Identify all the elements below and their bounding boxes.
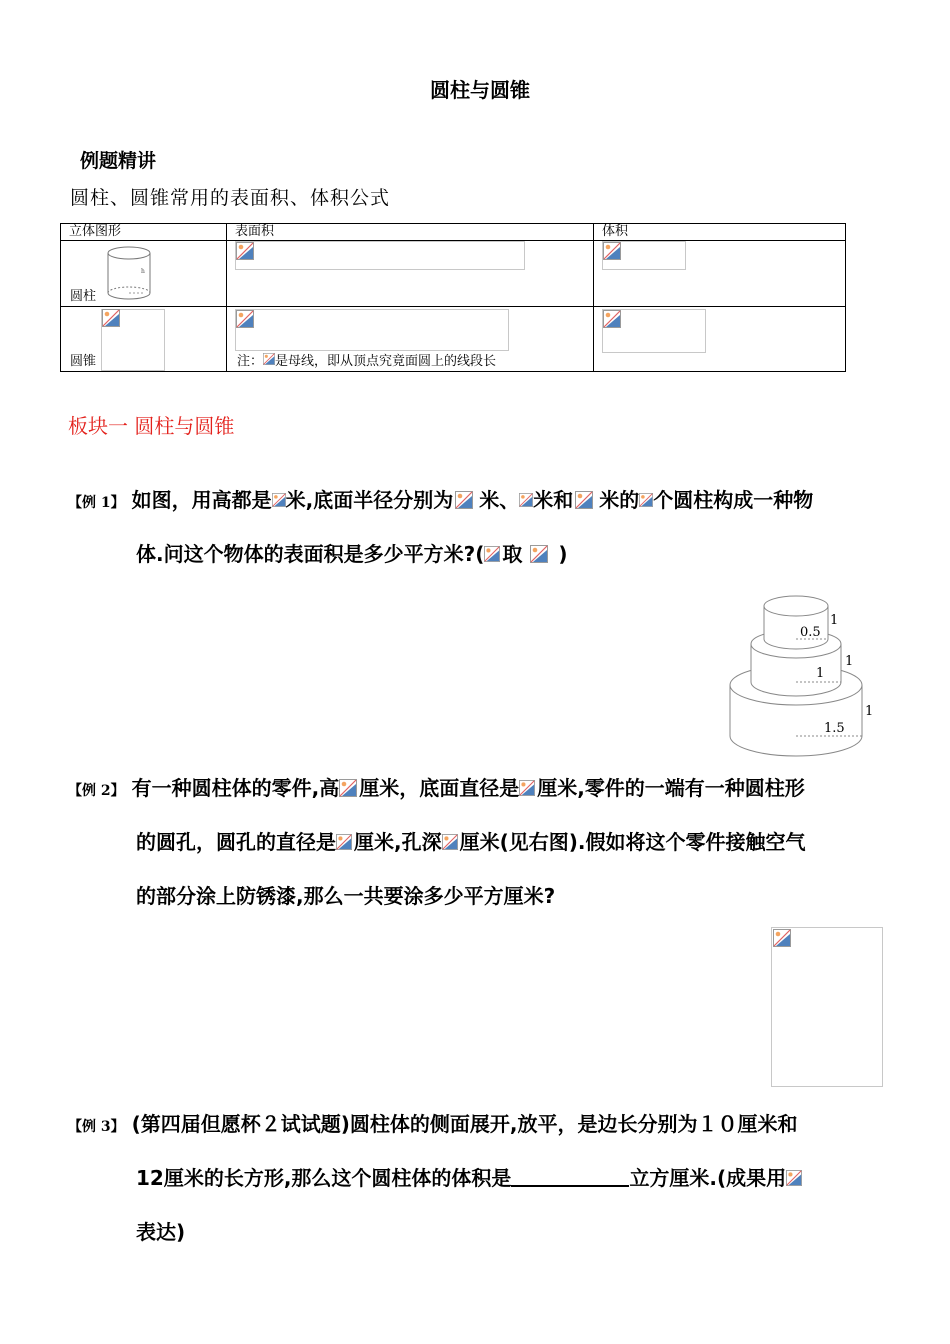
figure-label-bottom-height: 1 xyxy=(865,704,874,719)
text: 体.问这个物体的表面积是多少平方米?( xyxy=(136,542,485,566)
shape-label-cylinder: 圆柱 xyxy=(70,289,97,304)
formula-image-frame xyxy=(235,309,509,351)
example-3-line3: 表达) xyxy=(136,1220,186,1244)
text: 厘米，底面直径是 xyxy=(359,776,520,800)
broken-image-icon xyxy=(339,779,357,797)
text: (第四届但愿杯２试试题)圆柱体的侧面展开,放平，是边长分别为１０厘米和 xyxy=(131,1112,798,1136)
broken-image-icon xyxy=(639,491,653,509)
table-header-shape: 立体图形 xyxy=(61,224,227,241)
broken-image-icon xyxy=(603,242,621,260)
text: 如图，用高都是 xyxy=(131,488,272,512)
example-2-line2 xyxy=(136,826,806,855)
table-header-surface: 表面积 xyxy=(227,224,594,241)
cylinder-figure xyxy=(105,245,153,303)
broken-image-icon xyxy=(786,1169,802,1187)
text: 厘米,孔深 xyxy=(354,830,442,854)
example-1-tag: 【例 1】 xyxy=(68,495,125,511)
section2-heading: 板块一 圆柱与圆锥 xyxy=(68,414,235,438)
example-2-line3: 的部分涂上防锈漆,那么一共要涂多少平方厘米? xyxy=(136,884,556,908)
broken-image-icon xyxy=(236,310,254,328)
stacked-cylinders-figure xyxy=(722,588,882,764)
note-text: 是母线，即从顶点究竟面圆上的线段长 xyxy=(275,354,497,369)
broken-image-icon xyxy=(442,833,458,851)
text: 米、 xyxy=(479,488,520,512)
broken-image-icon xyxy=(519,491,533,509)
table-cell-cylinder xyxy=(61,241,227,307)
broken-image-icon xyxy=(522,545,556,563)
svg-text:h: h xyxy=(141,268,145,275)
formula-table xyxy=(60,223,846,372)
example-2-line1 xyxy=(68,772,805,801)
text: 厘米(见右图).假如将这个零件接触空气 xyxy=(459,830,806,854)
text: 立方厘米.(成果用 xyxy=(629,1166,787,1190)
text: 米,底面半径分别为 xyxy=(285,488,454,512)
text: 有一种圆柱体的零件,高 xyxy=(131,776,340,800)
section-subheading: 圆柱、圆锥常用的表面积、体积公式 xyxy=(70,187,391,209)
part-image-frame xyxy=(771,927,883,1087)
broken-image-icon xyxy=(336,833,352,851)
text: 取 xyxy=(502,542,523,566)
broken-image-icon xyxy=(102,309,120,327)
broken-image-icon xyxy=(519,779,535,797)
text: 的圆孔，圆孔的直径是 xyxy=(136,830,336,854)
table-cell-cylinder-volume xyxy=(594,241,846,307)
cone-note xyxy=(237,350,496,369)
example-3-line1 xyxy=(68,1108,797,1137)
example-1-line1 xyxy=(68,484,813,513)
example-3-tag: 【例 3】 xyxy=(68,1119,125,1135)
example-1-line2 xyxy=(136,538,567,567)
text: 厘米,零件的一端有一种圆柱形 xyxy=(537,776,805,800)
broken-image-icon xyxy=(484,545,500,563)
text: 12厘米的长方形,那么这个圆柱体的体积是 xyxy=(136,1166,512,1190)
figure-label-middle-radius: 1 xyxy=(816,666,825,681)
table-cell-cone-volume xyxy=(594,307,846,372)
text: ) xyxy=(558,542,568,566)
figure-label-top-height: 1 xyxy=(830,613,839,628)
formula-image-frame xyxy=(235,241,525,270)
table-header-volume: 体积 xyxy=(594,224,846,241)
section-heading: 例题精讲 xyxy=(80,150,157,172)
figure-label-middle-height: 1 xyxy=(845,654,854,669)
table-cell-cone xyxy=(61,307,227,372)
text: 米的 xyxy=(599,488,640,512)
text: 个圆柱构成一种物 xyxy=(653,488,814,512)
broken-image-icon xyxy=(453,491,475,509)
table-cell-cone-surface xyxy=(227,307,594,372)
text: 米和 xyxy=(533,488,574,512)
broken-image-icon xyxy=(603,310,621,328)
example-3-line2 xyxy=(136,1162,802,1191)
example-2-tag: 【例 2】 xyxy=(68,783,125,799)
broken-image-icon xyxy=(773,929,791,947)
broken-image-icon xyxy=(272,491,286,509)
figure-label-top-radius: 0.5 xyxy=(800,625,821,640)
broken-image-icon xyxy=(263,351,275,367)
broken-image-icon xyxy=(236,242,254,260)
note-prefix: 注： xyxy=(237,354,264,369)
page-title: 圆柱与圆锥 xyxy=(430,78,530,102)
shape-label-cone: 圆锥 xyxy=(70,354,97,369)
table-cell-cylinder-surface xyxy=(227,241,594,307)
answer-blank[interactable] xyxy=(511,1165,629,1187)
broken-image-icon xyxy=(573,491,595,509)
figure-label-bottom-radius: 1.5 xyxy=(824,721,845,736)
